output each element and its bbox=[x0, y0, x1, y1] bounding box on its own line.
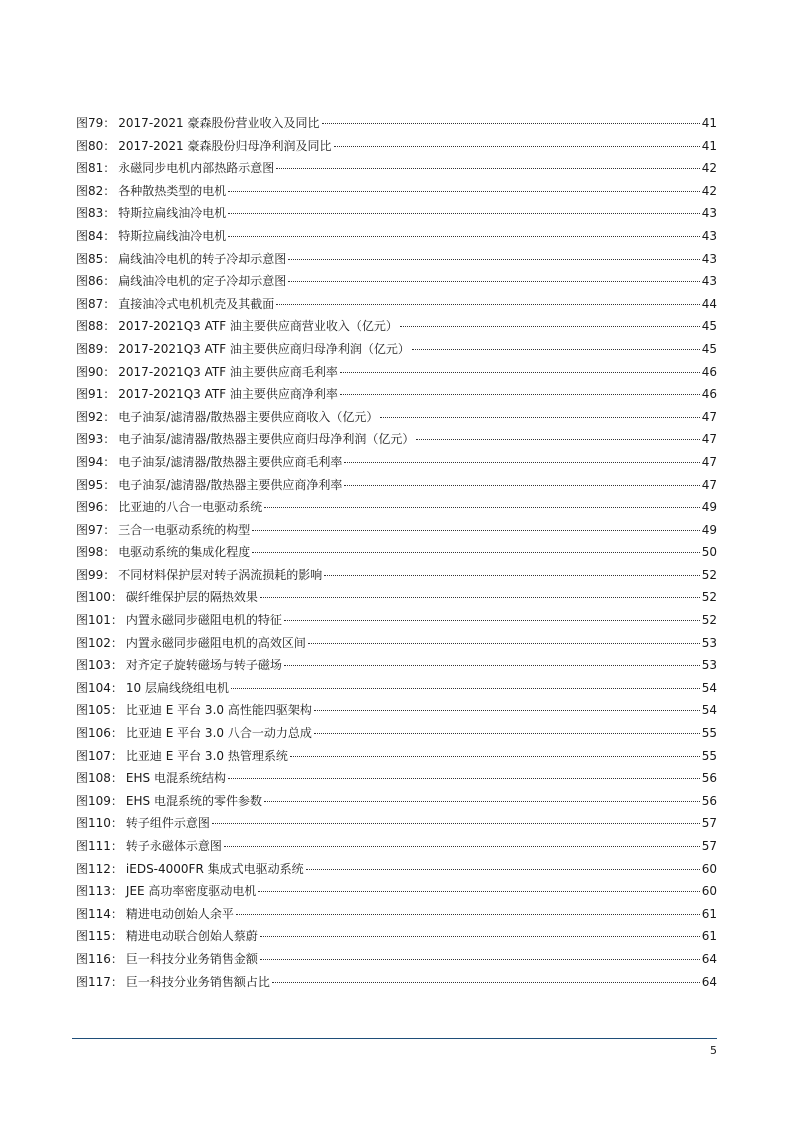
dot-leader bbox=[258, 891, 699, 892]
figure-page-number: 61 bbox=[701, 906, 717, 921]
figure-label: 图96： bbox=[76, 500, 116, 515]
toc-entry[interactable] bbox=[76, 767, 717, 790]
toc-entry[interactable] bbox=[76, 202, 717, 225]
figure-label: 图115： bbox=[76, 929, 123, 944]
figure-label: 图111： bbox=[76, 839, 123, 853]
figure-label: 图106： bbox=[76, 726, 123, 741]
figure-page-number: 53 bbox=[701, 658, 717, 673]
toc-entry[interactable] bbox=[76, 654, 717, 677]
figure-label: 图80： bbox=[76, 138, 116, 153]
figure-title: 电子油泵/滤清器/散热器主要供应商毛利率 bbox=[118, 454, 343, 469]
toc-entry[interactable] bbox=[76, 632, 717, 655]
figure-label: 图109： bbox=[76, 793, 123, 808]
figure-page-number: 47 bbox=[701, 432, 717, 447]
dot-leader bbox=[224, 846, 700, 847]
figure-label: 图108： bbox=[76, 771, 123, 786]
figure-title: 10 层扁线绕组电机 bbox=[125, 680, 229, 695]
toc-entry[interactable] bbox=[76, 880, 717, 903]
toc-entry[interactable] bbox=[76, 157, 717, 180]
figure-label: 图92： bbox=[76, 409, 116, 424]
toc-entry[interactable] bbox=[76, 722, 717, 745]
figure-label: 图104： bbox=[76, 680, 123, 695]
figure-page-number: 56 bbox=[701, 793, 717, 808]
figure-title: 电子油泵/滤清器/散热器主要供应商收入（亿元） bbox=[118, 409, 379, 424]
figure-title: 比亚迪 E 平台 3.0 热管理系统 bbox=[125, 748, 288, 763]
toc-entry[interactable] bbox=[76, 586, 717, 609]
figure-title: 直接油冷式电机机壳及其截面 bbox=[118, 296, 275, 311]
figure-title: 转子永磁体示意图 bbox=[125, 839, 222, 853]
dot-leader bbox=[228, 236, 699, 237]
dot-leader bbox=[260, 597, 700, 598]
figure-title: 电驱动系统的集成化程度 bbox=[118, 545, 251, 560]
figure-page-number: 50 bbox=[701, 545, 717, 560]
dot-leader bbox=[231, 688, 700, 689]
figure-label: 图100： bbox=[76, 590, 123, 605]
toc-entry[interactable] bbox=[76, 812, 717, 835]
figure-label: 图89： bbox=[76, 341, 116, 356]
figure-title: 碳纤维保护层的隔热效果 bbox=[125, 590, 258, 605]
figure-label: 图103： bbox=[76, 658, 123, 673]
dot-leader bbox=[252, 530, 699, 531]
figure-page-number: 61 bbox=[701, 929, 717, 944]
dot-leader bbox=[306, 869, 700, 870]
toc-entry[interactable] bbox=[76, 835, 717, 858]
figure-page-number: 49 bbox=[701, 522, 717, 537]
figure-page-number: 42 bbox=[701, 161, 717, 176]
figure-page-number: 46 bbox=[701, 387, 717, 402]
toc-entry[interactable] bbox=[76, 293, 717, 316]
toc-entry[interactable] bbox=[76, 971, 717, 994]
toc-entry[interactable] bbox=[76, 474, 717, 497]
toc-entry[interactable] bbox=[76, 496, 717, 519]
toc-entry[interactable] bbox=[76, 790, 717, 813]
toc-entry[interactable] bbox=[76, 745, 717, 768]
dot-leader bbox=[344, 485, 699, 486]
figure-page-number: 52 bbox=[701, 613, 717, 628]
toc-entry[interactable] bbox=[76, 677, 717, 700]
figure-label: 图94： bbox=[76, 454, 116, 469]
dot-leader bbox=[276, 304, 699, 305]
toc-entry[interactable] bbox=[76, 338, 717, 361]
figure-label: 图82： bbox=[76, 183, 116, 198]
footer-divider bbox=[72, 1038, 717, 1039]
figure-page-number: 64 bbox=[701, 974, 717, 989]
figure-title: 2017-2021 豪森股份归母净利润及同比 bbox=[118, 138, 332, 153]
toc-entry[interactable] bbox=[76, 541, 717, 564]
figure-page-number: 55 bbox=[701, 748, 717, 763]
figure-label: 图112： bbox=[76, 861, 123, 876]
figure-title: 内置永磁同步磁阻电机的高效区间 bbox=[125, 635, 306, 650]
figure-title: 电子油泵/滤清器/散热器主要供应商归母净利润（亿元） bbox=[118, 432, 415, 447]
dot-leader bbox=[334, 146, 700, 147]
dot-leader bbox=[264, 801, 700, 802]
figure-page-number: 45 bbox=[701, 319, 717, 334]
figure-page-number: 41 bbox=[701, 138, 717, 153]
dot-leader bbox=[236, 914, 700, 915]
figure-title: 永磁同步电机内部热路示意图 bbox=[118, 161, 275, 176]
figure-title: 巨一科技分业务销售金额 bbox=[125, 951, 258, 966]
toc-entry[interactable] bbox=[76, 383, 717, 406]
figure-label: 图110： bbox=[76, 816, 123, 831]
toc-entry[interactable] bbox=[76, 858, 717, 881]
table-of-figures bbox=[76, 112, 717, 993]
dot-leader bbox=[322, 123, 700, 124]
toc-entry[interactable] bbox=[76, 564, 717, 587]
figure-label: 图95： bbox=[76, 477, 116, 492]
figure-title: 内置永磁同步磁阻电机的特征 bbox=[125, 613, 282, 628]
figure-label: 图90： bbox=[76, 364, 116, 379]
figure-page-number: 54 bbox=[701, 703, 717, 718]
figure-page-number: 54 bbox=[701, 680, 717, 695]
dot-leader bbox=[260, 936, 700, 937]
figure-label: 图114： bbox=[76, 906, 123, 921]
dot-leader bbox=[288, 259, 699, 260]
dot-leader bbox=[228, 191, 699, 192]
toc-entry[interactable] bbox=[76, 225, 717, 248]
toc-entry[interactable] bbox=[76, 925, 717, 948]
toc-entry[interactable] bbox=[76, 609, 717, 632]
figure-title: 2017-2021Q3 ATF 油主要供应商归母净利润（亿元） bbox=[118, 341, 410, 356]
toc-entry[interactable] bbox=[76, 270, 717, 293]
toc-entry[interactable] bbox=[76, 519, 717, 542]
figure-label: 图107： bbox=[76, 748, 123, 763]
figure-label: 图116： bbox=[76, 951, 123, 966]
figure-page-number: 60 bbox=[701, 884, 717, 899]
figure-title: 三合一电驱动系统的构型 bbox=[118, 522, 251, 537]
figure-title: 对齐定子旋转磁场与转子磁场 bbox=[125, 658, 282, 673]
figure-title: 精进电动联合创始人蔡蔚 bbox=[125, 929, 258, 944]
toc-entry[interactable] bbox=[76, 428, 717, 451]
figure-label: 图93： bbox=[76, 432, 116, 447]
figure-title: JEE 高功率密度驱动电机 bbox=[125, 884, 257, 899]
figure-title: 不同材料保护层对转子涡流损耗的影响 bbox=[118, 567, 323, 582]
figure-page-number: 41 bbox=[701, 116, 717, 130]
dot-leader bbox=[308, 643, 700, 644]
figure-label: 图85： bbox=[76, 251, 116, 266]
figure-title: 电子油泵/滤清器/散热器主要供应商净利率 bbox=[118, 477, 343, 492]
figure-page-number: 53 bbox=[701, 635, 717, 650]
figure-label: 图83： bbox=[76, 206, 116, 221]
figure-page-number: 43 bbox=[701, 206, 717, 221]
dot-leader bbox=[314, 733, 700, 734]
figure-label: 图81： bbox=[76, 161, 116, 176]
figure-label: 图87： bbox=[76, 296, 116, 311]
figure-page-number: 47 bbox=[701, 409, 717, 424]
figure-title: 各种散热类型的电机 bbox=[118, 183, 227, 198]
figure-page-number: 56 bbox=[701, 771, 717, 786]
figure-page-number: 44 bbox=[701, 296, 717, 311]
dot-leader bbox=[416, 439, 699, 440]
toc-entry[interactable] bbox=[76, 248, 717, 271]
figure-label: 图102： bbox=[76, 635, 123, 650]
dot-leader bbox=[288, 281, 699, 282]
footer-page-number: 5 bbox=[710, 1044, 717, 1057]
toc-entry[interactable] bbox=[76, 112, 717, 135]
figure-title: EHS 电混系统的零件参数 bbox=[125, 793, 262, 808]
figure-title: 比亚迪 E 平台 3.0 八合一动力总成 bbox=[125, 726, 312, 741]
figure-page-number: 43 bbox=[701, 251, 717, 266]
figure-page-number: 43 bbox=[701, 274, 717, 289]
dot-leader bbox=[260, 959, 700, 960]
toc-entry[interactable] bbox=[76, 406, 717, 429]
figure-label: 图84： bbox=[76, 228, 116, 243]
figure-title: 扁线油冷电机的转子冷却示意图 bbox=[118, 251, 287, 266]
toc-entry[interactable] bbox=[76, 948, 717, 971]
figure-label: 图86： bbox=[76, 274, 116, 289]
toc-entry[interactable] bbox=[76, 180, 717, 203]
figure-label: 图88： bbox=[76, 319, 116, 334]
dot-leader bbox=[228, 778, 700, 779]
figure-title: 扁线油冷电机的定子冷却示意图 bbox=[118, 274, 287, 289]
figure-label: 图97： bbox=[76, 522, 116, 537]
dot-leader bbox=[344, 462, 699, 463]
dot-leader bbox=[252, 552, 699, 553]
figure-page-number: 64 bbox=[701, 951, 717, 966]
figure-title: 2017-2021Q3 ATF 油主要供应商净利率 bbox=[118, 387, 338, 402]
toc-entry[interactable] bbox=[76, 315, 717, 338]
figure-label: 图105： bbox=[76, 703, 123, 718]
toc-entry[interactable] bbox=[76, 699, 717, 722]
dot-leader bbox=[400, 326, 700, 327]
figure-page-number: 47 bbox=[701, 477, 717, 492]
dot-leader bbox=[212, 823, 700, 824]
dot-leader bbox=[314, 710, 700, 711]
figure-title: 特斯拉扁线油冷电机 bbox=[118, 206, 227, 221]
dot-leader bbox=[340, 394, 700, 395]
dot-leader bbox=[284, 665, 700, 666]
toc-entry[interactable] bbox=[76, 361, 717, 384]
toc-entry[interactable] bbox=[76, 135, 717, 158]
dot-leader bbox=[264, 507, 699, 508]
figure-page-number: 52 bbox=[701, 567, 717, 582]
figure-page-number: 49 bbox=[701, 500, 717, 515]
dot-leader bbox=[324, 575, 699, 576]
figure-page-number: 52 bbox=[701, 590, 717, 605]
dot-leader bbox=[340, 372, 700, 373]
dot-leader bbox=[276, 168, 699, 169]
figure-title: 巨一科技分业务销售额占比 bbox=[125, 974, 270, 989]
figure-label: 图117： bbox=[76, 974, 123, 989]
figure-title: 2017-2021 豪森股份营业收入及同比 bbox=[118, 116, 320, 130]
figure-title: 比亚迪的八合一电驱动系统 bbox=[118, 500, 263, 515]
figure-page-number: 45 bbox=[701, 341, 717, 356]
dot-leader bbox=[272, 982, 700, 983]
figure-label: 图99： bbox=[76, 567, 116, 582]
figure-title: 特斯拉扁线油冷电机 bbox=[118, 228, 227, 243]
figure-page-number: 43 bbox=[701, 228, 717, 243]
dot-leader bbox=[412, 349, 700, 350]
figure-page-number: 47 bbox=[701, 454, 717, 469]
dot-leader bbox=[380, 417, 699, 418]
figure-page-number: 55 bbox=[701, 726, 717, 741]
figure-label: 图79： bbox=[76, 116, 116, 130]
figure-page-number: 57 bbox=[701, 839, 717, 853]
figure-title: iEDS-4000FR 集成式电驱动系统 bbox=[125, 861, 304, 876]
figure-page-number: 60 bbox=[701, 861, 717, 876]
figure-title: 转子组件示意图 bbox=[125, 816, 210, 831]
figure-label: 图98： bbox=[76, 545, 116, 560]
figure-page-number: 57 bbox=[701, 816, 717, 831]
figure-label: 图113： bbox=[76, 884, 123, 899]
dot-leader bbox=[284, 620, 700, 621]
toc-entry[interactable] bbox=[76, 451, 717, 474]
figure-page-number: 46 bbox=[701, 364, 717, 379]
figure-title: 2017-2021Q3 ATF 油主要供应商毛利率 bbox=[118, 364, 338, 379]
figure-label: 图101： bbox=[76, 613, 123, 628]
dot-leader bbox=[290, 756, 700, 757]
figure-label: 图91： bbox=[76, 387, 116, 402]
figure-title: 精进电动创始人余平 bbox=[125, 906, 234, 921]
figure-title: 比亚迪 E 平台 3.0 高性能四驱架构 bbox=[125, 703, 312, 718]
dot-leader bbox=[228, 213, 699, 214]
figure-title: EHS 电混系统结构 bbox=[125, 771, 226, 786]
figure-page-number: 42 bbox=[701, 183, 717, 198]
figure-title: 2017-2021Q3 ATF 油主要供应商营业收入（亿元） bbox=[118, 319, 398, 334]
toc-entry[interactable] bbox=[76, 903, 717, 926]
